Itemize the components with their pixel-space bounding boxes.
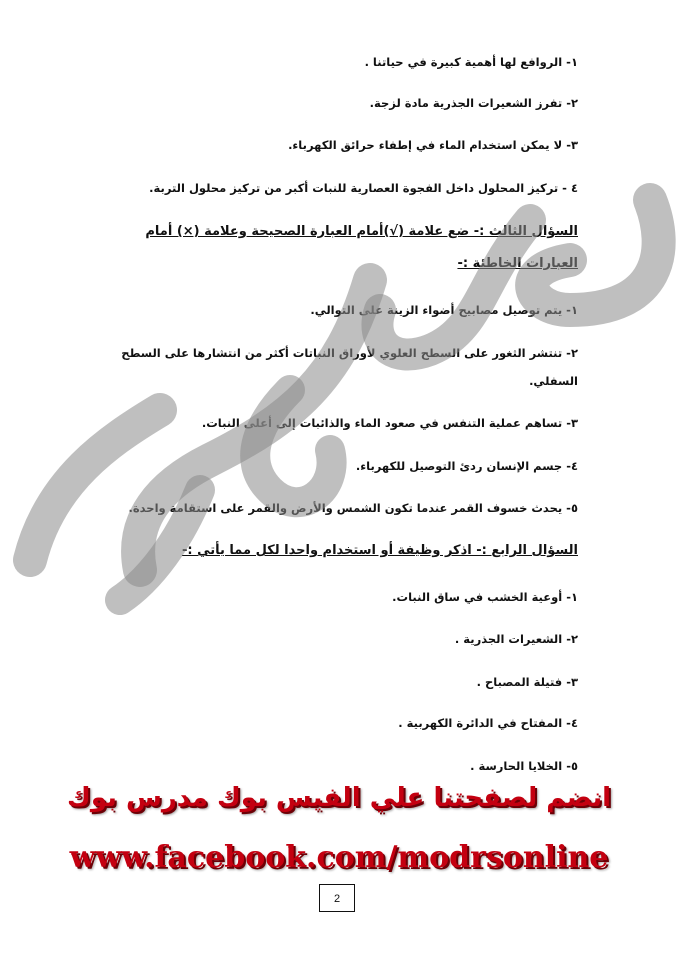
q3-item-3: ٣- تساهم عملية التنفس في صعود الماء والذائبات إلى أعلى النبات. (201, 416, 578, 430)
q4-item-1: ١- أوعية الخشب في ساق النبات. (392, 590, 578, 604)
q3-item-4: ٤- جسم الإنسان ردئ التوصيل للكهرباء. (355, 459, 578, 473)
q3-heading-line2: العبارات الخاطئة :- (457, 256, 578, 271)
promo-join-page: انضم لصفحتنا علي الفيس بوك مدرس بوك (67, 783, 611, 813)
promo-facebook-url[interactable]: www.facebook.com/modrsonline (69, 840, 609, 875)
q4-heading: السؤال الرابع :- اذكر وظيفة أو استخدام واحدا لكل مما يأتي :- (181, 543, 578, 558)
q4-item-5: ٥- الخلايا الحارسة . (470, 759, 578, 773)
q3-item-1: ١- يتم توصيل مصابيح أضواء الزينة على التوالي. (310, 303, 578, 317)
q3-heading-line1: السؤال الثالث :- ضع علامة (√)أمام العبارة الصحيحة وعلامة (×) أمام (145, 224, 578, 239)
q4-item-2: ٢- الشعيرات الجذرية . (454, 632, 578, 646)
q2-item-3: ٣- لا يمكن استخدام الماء في إطفاء حرائق الكهرباء. (288, 138, 578, 152)
q3-item-2-line2: السفلي. (529, 374, 578, 388)
q2-item-2: ٢- تفرز الشعيرات الجذرية مادة لزجة. (369, 96, 578, 110)
q2-item-1: ١- الروافع لها أهمية كبيرة في حياتنا . (364, 55, 578, 69)
q3-item-5: ٥- يحدث خسوف القمر عندما تكون الشمس والأرض والقمر على استقامة واحدة. (128, 501, 578, 515)
q4-item-4: ٤- المفتاح في الدائرة الكهربية . (398, 716, 578, 730)
q4-item-3: ٣- فتيلة المصباح . (476, 675, 578, 689)
page-number: 2 (319, 884, 355, 912)
q2-item-4: ٤ - تركيز المحلول داخل الفجوة العصارية للنبات أكبر من تركيز محلول التربة. (149, 181, 578, 195)
q3-item-2-line1: ٢- تنتشر الثغور على السطح العلوي لأوراق النباتات أكثر من انتشارها على السطح (121, 346, 578, 360)
